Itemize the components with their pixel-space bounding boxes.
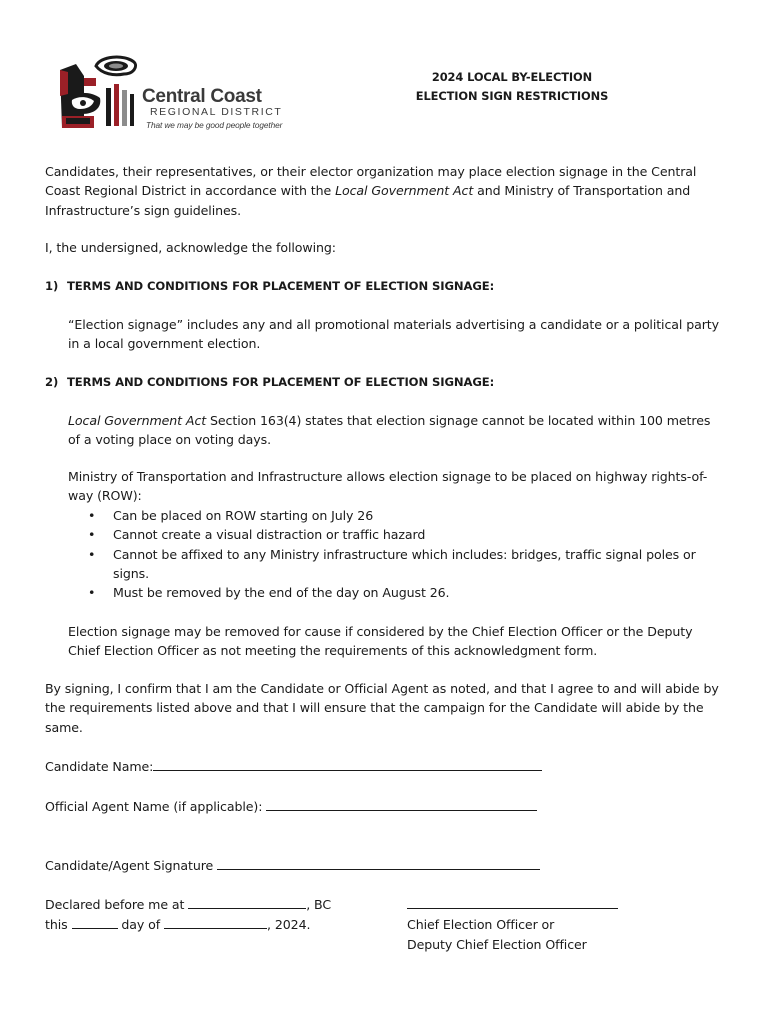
section-2-act-paragraph bbox=[68, 411, 723, 450]
list-item: • Must be removed by the end of the day on August 26. bbox=[68, 583, 708, 602]
signature-label: Candidate/Agent Signature bbox=[45, 858, 214, 873]
agent-name-label: Official Agent Name (if applicable): bbox=[45, 799, 263, 814]
section-2-ministry-paragraph: Ministry of Transportation and Infrastructure allows election signage to be placed on highway rights-of-way (ROW): bbox=[68, 469, 708, 504]
intro-part-1: Candidates, their representatives, or their elector organization may place election signage in the Central Coast Regional District in accordance with the bbox=[45, 164, 697, 199]
candidate-name-row bbox=[45, 756, 542, 774]
list-item: • Cannot be affixed to any Ministry infrastructure which includes: bridges, traffic signal poles or signs. bbox=[68, 545, 708, 584]
section-2-heading-text: TERMS AND CONDITIONS FOR PLACEMENT OF ELECTION SIGNAGE: bbox=[67, 375, 495, 389]
section-2-number: 2) bbox=[45, 375, 59, 389]
list-item: • Cannot create a visual distraction or traffic hazard bbox=[68, 525, 708, 544]
logo-subtitle: REGIONAL DISTRICT bbox=[150, 106, 283, 118]
date-row bbox=[45, 914, 310, 932]
section-2-act: Local Government Act bbox=[68, 413, 207, 428]
this-prefix: this bbox=[45, 917, 68, 932]
year-suffix: , 2024. bbox=[267, 917, 311, 932]
declared-suffix: , BC bbox=[306, 897, 332, 912]
ccrd-logo bbox=[54, 54, 283, 134]
agent-name-row bbox=[45, 796, 537, 814]
officer-signature-block bbox=[407, 894, 618, 955]
intro-paragraph bbox=[45, 162, 725, 220]
ccrd-emblem-icon bbox=[54, 54, 149, 134]
officer-signature-field[interactable] bbox=[407, 894, 618, 909]
section-1-text: “Election signage” includes any and all promotional materials advertising a candidate or a political party in a local government election. bbox=[68, 317, 719, 352]
document-title bbox=[402, 68, 622, 106]
title-line-2: ELECTION SIGN RESTRICTIONS bbox=[415, 89, 609, 103]
section-1-number: 1) bbox=[45, 279, 59, 293]
officer-line-1: Chief Election Officer or bbox=[407, 917, 555, 932]
candidate-name-label: Candidate Name: bbox=[45, 759, 154, 774]
intro-act: Local Government Act bbox=[335, 183, 474, 199]
list-item: • Can be placed on ROW starting on July 26 bbox=[68, 506, 708, 525]
section-2-act-text: Section 163(4) states that election signage cannot be located within 100 metres of a voting place on voting days. bbox=[68, 413, 711, 448]
logo-name: Central Coast bbox=[142, 86, 262, 107]
signature-row bbox=[45, 855, 540, 873]
section-1-heading bbox=[45, 277, 725, 296]
section-1-heading-text: TERMS AND CONDITIONS FOR PLACEMENT OF ELECTION SIGNAGE: bbox=[67, 279, 495, 293]
candidate-name-field[interactable] bbox=[153, 756, 542, 771]
section-2-heading bbox=[45, 373, 725, 392]
acknowledge-text: I, the undersigned, acknowledge the following: bbox=[45, 240, 336, 255]
row-rules-list bbox=[68, 506, 708, 602]
day-field[interactable] bbox=[72, 914, 118, 929]
agent-name-field[interactable] bbox=[266, 796, 537, 811]
intro-part-2: and Ministry of Transportation and Infrastructure’s sign guidelines. bbox=[45, 183, 691, 218]
declared-location-field[interactable] bbox=[188, 894, 306, 909]
declared-prefix: Declared before me at bbox=[45, 897, 185, 912]
month-field[interactable] bbox=[164, 914, 267, 929]
officer-line-2: Deputy Chief Election Officer bbox=[407, 937, 587, 952]
confirm-paragraph: By signing, I confirm that I am the Candidate or Official Agent as noted, and that I agree to and will abide by the requirements listed above and that I will ensure that the campaign for the Candidate will abide by the same. bbox=[45, 681, 719, 735]
signature-field[interactable] bbox=[217, 855, 540, 870]
day-of-label: day of bbox=[121, 917, 161, 932]
title-line-1: 2024 LOCAL BY-ELECTION bbox=[431, 70, 593, 84]
removal-paragraph: Election signage may be removed for cause if considered by the Chief Election Officer or the Deputy Chief Election Officer as not meeting the requirements of this acknowledgment form. bbox=[68, 624, 693, 659]
logo-tagline: That we may be good people together bbox=[146, 120, 283, 130]
declared-row bbox=[45, 894, 331, 912]
